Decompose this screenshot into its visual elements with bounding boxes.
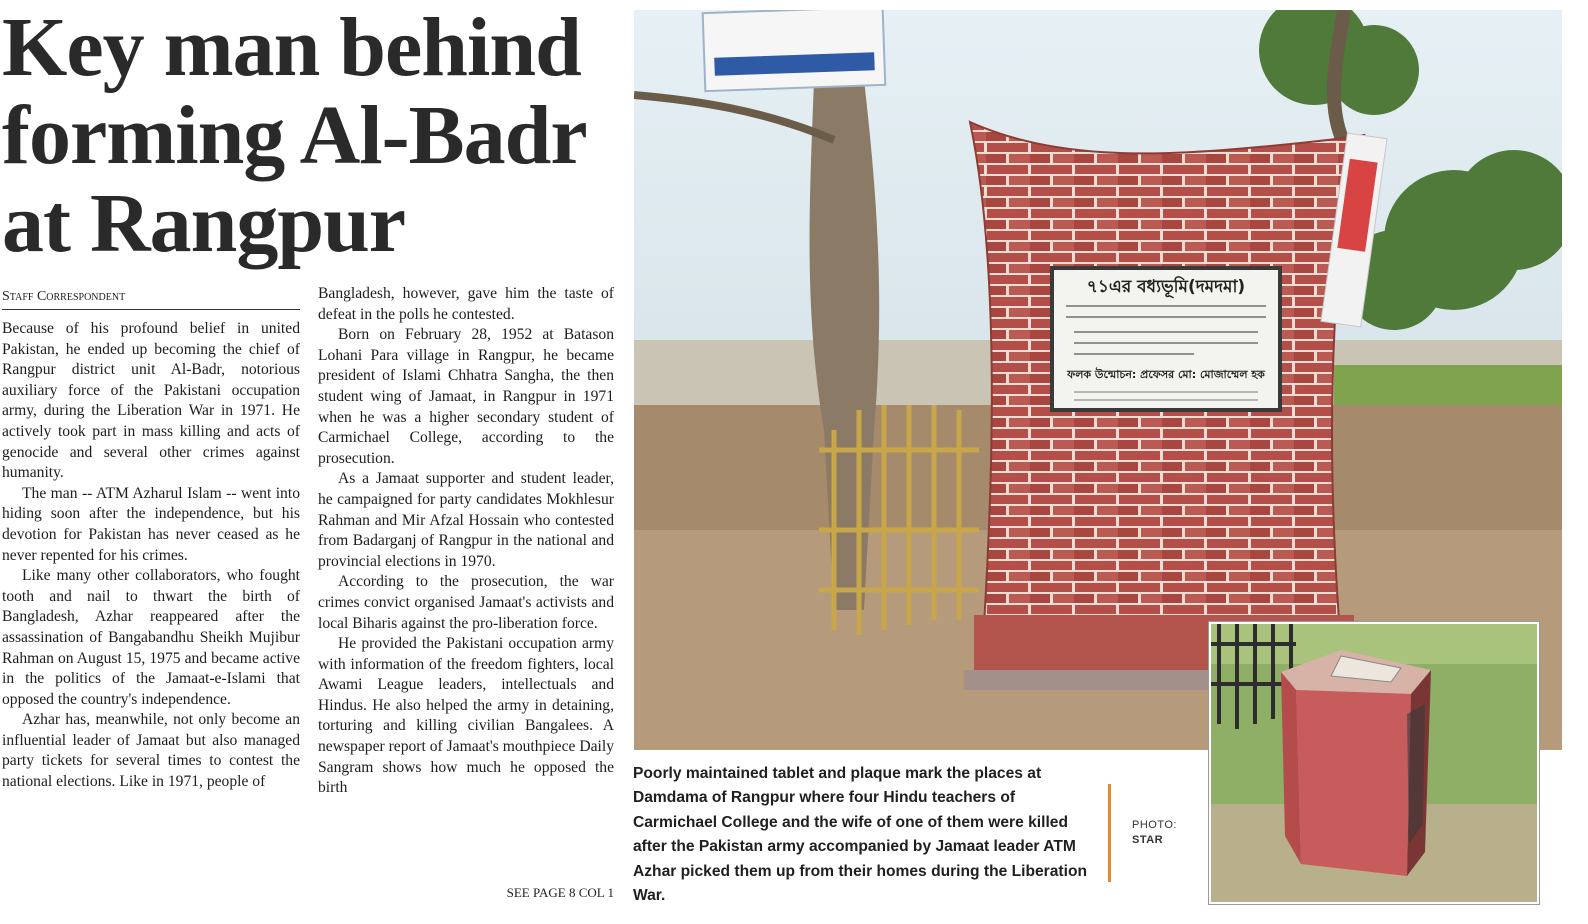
photo-credit-agency: STAR [1132, 834, 1164, 846]
headline [2, 1, 617, 270]
photo-credit [1132, 818, 1177, 848]
plaque-inaugurator: ফলক উন্মোচন: প্রফেসর মো: মোজাম্মেল হক [1067, 368, 1265, 381]
paragraph: As a Jamaat supporter and student leader, he campaigned for party candidates Mokhlesur Rahman and Mir Afzal Hossain who contested from Badarganj of Rangpur in the national and provincial elections in 1970. [318, 470, 614, 570]
paragraph: According to the prosecution, the war crimes convict organised Jamaat's activists and local Biharis against the pro-liberation force. [318, 573, 614, 632]
credit-divider [1108, 784, 1111, 882]
photo-caption: Poorly maintained tablet and plaque mark the places at Damdama of Rangpur where four Hindu teachers of Carmichael College and the wife of one of them were killed after the Pakistan army accompanied by Jamaat leader ATM Azhar picked them up from their homes during the Liberation War. [633, 765, 1087, 905]
plaque-title: ৭১এর বধ্যভূমি(দমদমা) [1086, 277, 1246, 297]
paragraph: Like many other collaborators, who fought tooth and nail to thwart the birth of Bangladesh, Azhar reappeared after the assassination of Bangabandhu Sheikh Mujibur Rahman on August 15, 1975 and became active in the politics of the Jamaat-e-Islami that opposed the country's independence. [2, 567, 300, 708]
paragraph: Azhar has, meanwhile, not only become an influential leader of Jamaat but also managed party tickets for several times to contest the national elections. Like in 1971, people of [2, 711, 300, 791]
headline-line: forming Al-Badr [2, 89, 587, 182]
paragraph: He provided the Pakistani occupation army with information of the freedom fighters, local Awami League leaders, intellectuals and Hindus. He also helped the army in detaining, torturing and killing civilian Bangalees. A newspaper report of Jamaat's mouthpiece Daily Sangram shows how much he opposed the birth [318, 635, 614, 797]
article-column-2 [318, 284, 614, 799]
paragraph: Born on February 28, 1952 at Batason Lohani Para village in Rangpur, he became president of Islami Chhatra Sangha, the then student wing of Jamaat, in Rangpur in 1971 when he was a higher secondary student of Carmichael College, according to the prosecution. [318, 326, 614, 467]
byline: Staff Correspondent [2, 288, 300, 310]
paragraph: The man -- ATM Azharul Islam -- went into hiding soon after the independence, but his devotion for Pakistan has never ceased as he never repented for his crimes. [2, 484, 300, 564]
paragraph: Because of his profound belief in united Pakistan, he ended up becoming the chief of Rangpur district unit Al-Badr, notorious auxiliary force of the Pakistani occupation army, during the Liberation War in 1971. He actively took part in mass killing and acts of genocide and several other crimes against humanity. [2, 320, 300, 482]
article-column-1 [2, 319, 300, 793]
photo-credit-label: PHOTO: [1132, 819, 1177, 831]
headline-line: Key man behind [2, 1, 581, 94]
continuation-note: SEE PAGE 8 COL 1 [506, 885, 614, 900]
headline-line: at Rangpur [2, 177, 406, 270]
inset-photo [1209, 622, 1539, 904]
paragraph: Bangladesh, however, gave him the taste of defeat in the polls he contested. [318, 285, 614, 323]
